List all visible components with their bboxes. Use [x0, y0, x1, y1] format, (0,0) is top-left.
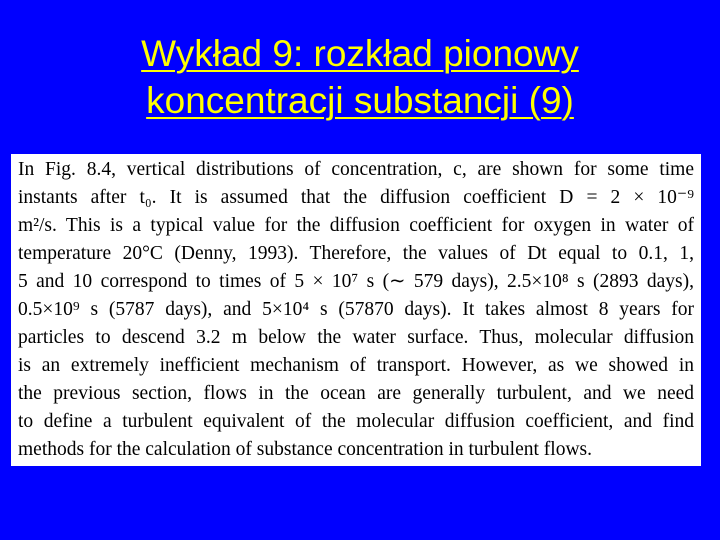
excerpt-line-10: to define a turbulent equivalent of the molecular diffusion coefficient, and find	[18, 411, 694, 432]
excerpt-line-7: particles to descend 3.2 m below the water surface. Thus, molecular diffusion	[18, 327, 694, 348]
excerpt-line-11: methods for the calculation of substance concentration in turbulent flows.	[18, 439, 593, 460]
excerpt-line-8: is an extremely inefficient mechanism of transport. However, as we showed in	[18, 355, 694, 376]
excerpt-line-3: m²/s. This is a typical value for the diffusion coefficient for oxygen in water of	[18, 215, 694, 236]
slide-title-line-2: koncentracji substancji (9)	[146, 80, 574, 121]
excerpt-line-5: 5 and 10 correspond to times of 5 × 10⁷ s (∼ 579 days), 2.5×10⁸ s (2893 days),	[18, 271, 694, 292]
excerpt-line-9: the previous section, flows in the ocean are generally turbulent, and we need	[18, 383, 694, 404]
slide-title-line-1: Wykład 9: rozkład pionowy	[141, 33, 579, 74]
slide-title	[0, 30, 720, 124]
excerpt-line-2: instants after t₀. It is assumed that the diffusion coefficient D = 2 × 10⁻⁹	[18, 187, 694, 208]
textbook-excerpt	[11, 154, 701, 466]
excerpt-line-6: 0.5×10⁹ s (5787 days), and 5×10⁴ s (57870 days). It takes almost 8 years for	[18, 299, 694, 320]
excerpt-line-1: In Fig. 8.4, vertical distributions of concentration, c, are shown for some time	[18, 159, 694, 180]
excerpt-line-4: temperature 20°C (Denny, 1993). Therefore, the values of Dt equal to 0.1, 1,	[18, 243, 694, 264]
